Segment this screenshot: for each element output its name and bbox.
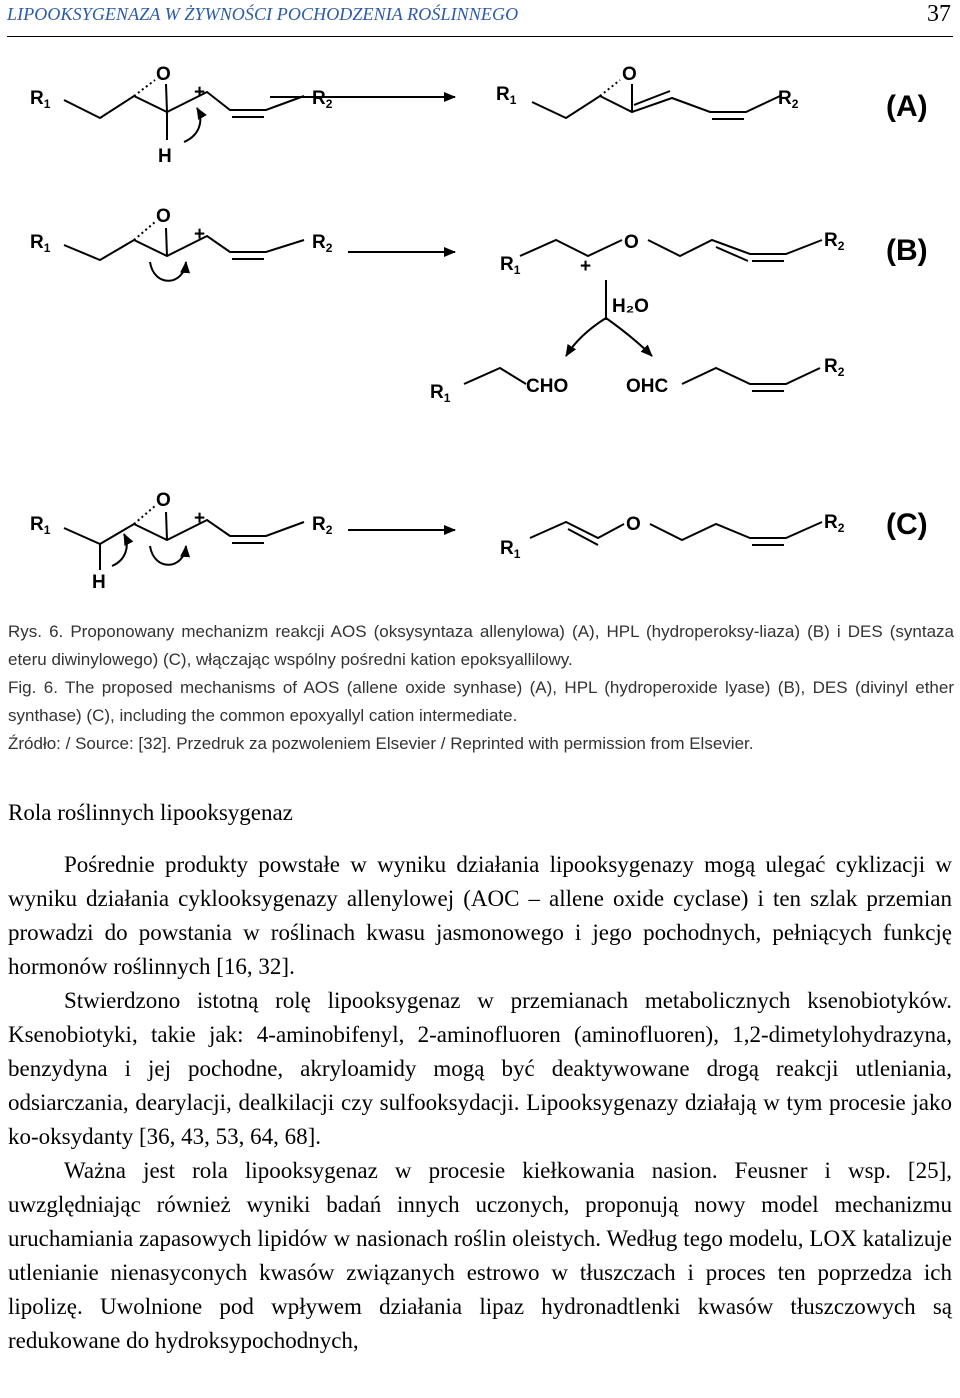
aldehyde-ohc-label: OHC (626, 376, 669, 397)
svg-text:O: O (156, 64, 171, 85)
panel-b-label: (B) (886, 234, 928, 267)
svg-text:+: + (194, 82, 206, 103)
page-number: 37 (927, 1, 951, 27)
svg-text:H: H (92, 572, 106, 593)
svg-text:+: + (194, 508, 206, 529)
svg-text:R1: $R_1$ (30, 88, 51, 111)
reaction-scheme-figure (0, 40, 960, 600)
svg-text:+: + (580, 256, 592, 277)
paragraph-1: Pośrednie produkty powstałe w wyniku działania lipooksygenazy mogą ulegać cyklizacji w wyniku działania cyklooksygenazy allenylowej (AOC – allene oxide cyclase) i ten szlak przemian prowadzi do powstania w roślinach kwasu jasmonowego i jego pochodnych, pełniących funkcję hormonów roślinnych [16, 32]. (8, 852, 952, 979)
svg-text:R1: $R_1$ (30, 514, 51, 537)
figure-caption (8, 618, 954, 758)
svg-text:R1: $R_1$ (500, 254, 521, 277)
scheme-panel-a (64, 80, 780, 142)
water-label: H₂O (612, 296, 649, 317)
body-text (8, 848, 952, 1358)
svg-text:R2: $R_2$ (778, 88, 799, 111)
section-heading: Rola roślinnych lipooksygenaz (8, 800, 293, 825)
svg-text:O: O (156, 206, 171, 227)
paragraph-3: Ważna jest rola lipooksygenaz w procesie kiełkowania nasion. Feusner i wsp. [25], uwzględniając również wyniki badań innych uczonych, proponują nowy model mechanizmu uruchamiania zapasowych lipidów w nasionach roślin oleistych. Według tego modelu, LOX katalizuje utlenianie nienasyconych kwasów związanych estrowo w tłuszczach i proces ten poprzedza ich lipolizę. Uwolnione pod wpływem działania lipaz hydronadtlenki kwasów tłuszczowych są redukowane do hydroksypochodnych, (8, 1158, 952, 1353)
svg-text:H: H (158, 146, 172, 167)
scheme-panel-c-labels (30, 490, 928, 593)
svg-text:R2: $R_2$ (824, 356, 845, 379)
running-title: LIPOOKSYGENAZA W ŻYWNOŚCI POCHODZENIA ROŚLINNEGO (7, 4, 519, 24)
svg-text:R1: $R_1$ (30, 232, 51, 255)
svg-text:R1: $R_1$ (496, 84, 517, 107)
svg-text:R2: $R_2$ (824, 230, 845, 253)
paragraph-2: Stwierdzono istotną rolę lipooksygenaz w przemianach metabolicznych ksenobiotyków. Ksenobiotyki, takie jak: 4-aminobifenyl, 2-aminofluoren (aminofluoren), 1,2-dimetylohydrazyna, benzydyna i jej pochodne, akryloamidy mogą być deaktywowane drogą reakcji utleniania, odsiarczania, dearylacji, dealkilacji czy sulfooksydacji. Lipooksygenazy działają w tym procesie jako ko-oksydanty [36, 43, 53, 64, 68]. (8, 988, 952, 1149)
caption-polish: Rys. 6. Proponowany mechanizm reakcji AOS (oksysyntaza allenylowa) (A), HPL (hydroperoksy-liaza) (B) i DES (syntaza eteru diwinylowego) (C), włączając wspólny pośredni kation epoksyallilowy. (8, 622, 954, 669)
panel-a-label: (A) (886, 90, 928, 123)
svg-text:R1: $R_1$ (500, 538, 521, 561)
scheme-panel-b-labels (30, 206, 928, 405)
svg-text:R1: $R_1$ (430, 382, 451, 405)
caption-english: Fig. 6. The proposed mechanisms of AOS (allene oxide synhase) (A), HPL (hydroperoxide lyase) (B), DES (divinyl ether synthase) (C), including the common epoxyallyl cation intermediate. (8, 678, 954, 725)
svg-text:+: + (194, 224, 206, 245)
svg-text:R2: $R_2$ (312, 232, 333, 255)
aldehyde-cho-label: CHO (526, 376, 569, 397)
scheme-panel-b (64, 222, 822, 391)
svg-text:R2: $R_2$ (312, 88, 333, 111)
caption-source: Źródło: / Source: [32]. Przedruk za pozwoleniem Elsevier / Reprinted with permission from Elsevier. (8, 734, 754, 753)
panel-c-label: (C) (886, 508, 928, 541)
running-header (7, 0, 953, 37)
svg-text:R2: $R_2$ (312, 514, 333, 537)
scheme-panel-a-labels (30, 64, 928, 167)
svg-text:O: O (622, 64, 637, 85)
svg-text:O: O (156, 490, 171, 511)
scheme-panel-c (64, 506, 822, 570)
svg-text:R2: $R_2$ (824, 512, 845, 535)
svg-text:O: O (624, 232, 639, 253)
svg-text:O: O (626, 514, 641, 535)
